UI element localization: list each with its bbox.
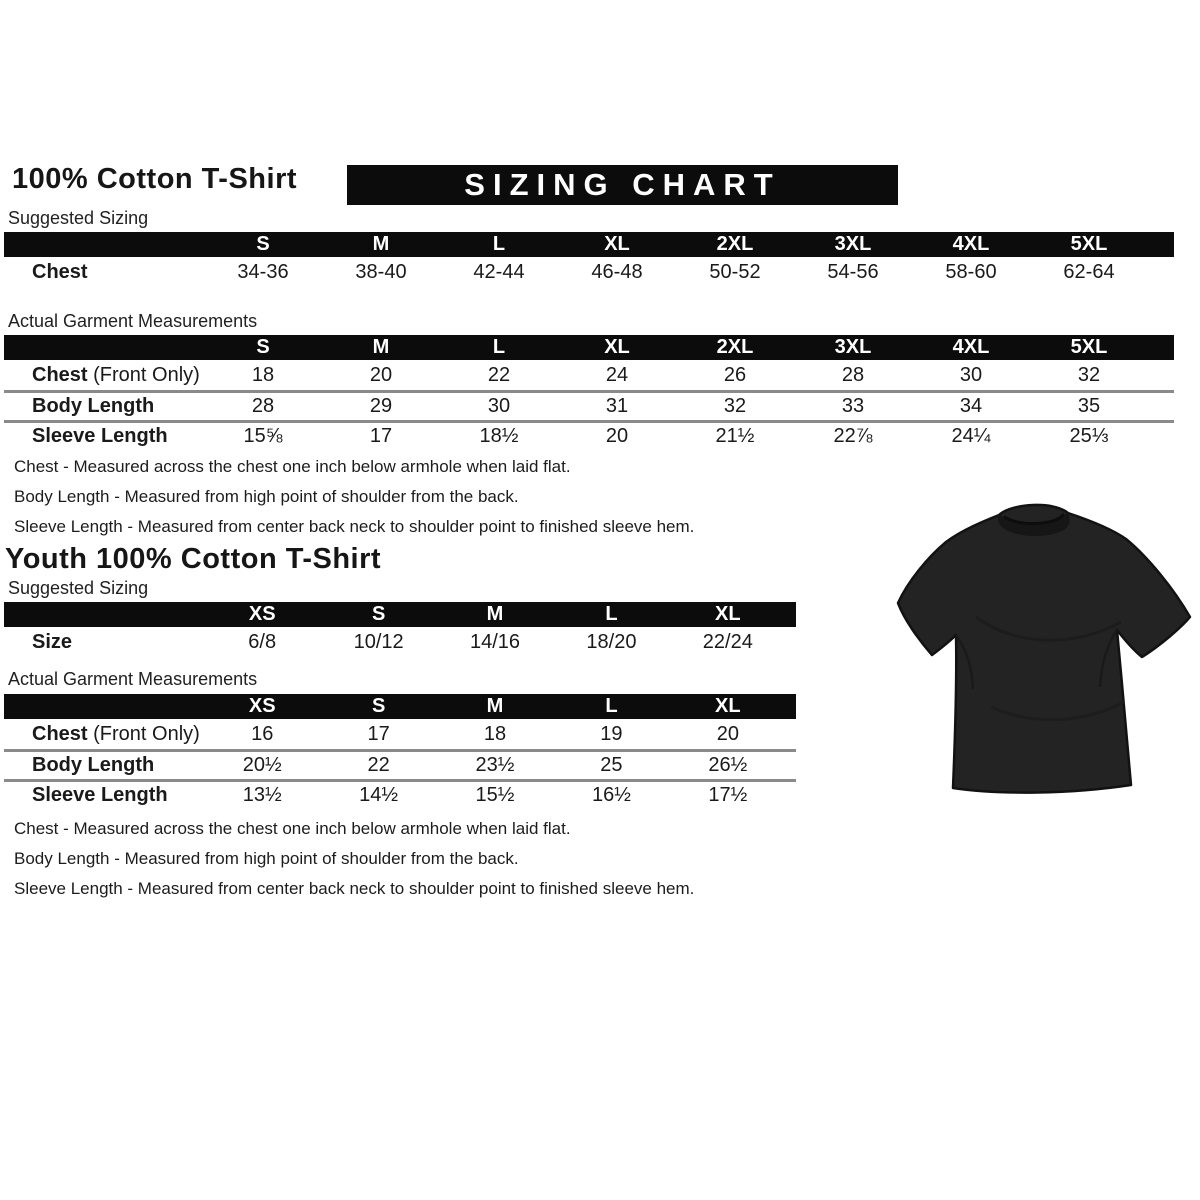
- column-header: 2XL: [716, 336, 754, 358]
- row-label: [4, 261, 204, 284]
- column-header: L: [605, 695, 618, 717]
- column-header: L: [492, 233, 506, 255]
- adult-actual-measurements-table: [4, 335, 1174, 450]
- table-cell: 16: [251, 722, 274, 745]
- table-cell: 19: [600, 722, 623, 745]
- column-header: M: [486, 695, 504, 717]
- table-header-row: [4, 694, 796, 719]
- adult-measurement-notes: [14, 452, 694, 542]
- table-cell: 22: [367, 754, 390, 776]
- note-sleeve-length: Sleeve Length - Measured from center back neck to shoulder point to finished sleeve hem.: [14, 879, 695, 898]
- column-header: S: [371, 603, 386, 625]
- column-header: XL: [604, 233, 630, 255]
- table-cell: 54-56: [827, 260, 879, 283]
- table-cell: 46-48: [591, 260, 643, 283]
- table-cell: 18/20: [586, 630, 637, 653]
- sizing-chart-banner: [347, 165, 898, 205]
- table-cell: 25⅓: [1069, 425, 1109, 447]
- table-cell: 17½: [708, 784, 748, 806]
- youth-actual-measurements-table: [4, 694, 796, 809]
- table-header-row: [4, 602, 796, 627]
- table-row-chest: [4, 257, 1174, 287]
- adult-actual-measurements-label: Actual Garment Measurements: [8, 311, 258, 331]
- adult-suggested-sizing-table: [4, 232, 1174, 287]
- column-header: 3XL: [834, 233, 872, 255]
- table-row-sleeve-length: [4, 779, 796, 809]
- table-cell: 21½: [715, 425, 755, 447]
- table-header-row: [4, 335, 1174, 360]
- table-cell: 16½: [591, 784, 631, 806]
- column-header: M: [486, 603, 504, 625]
- note-sleeve-length: Sleeve Length - Measured from center back neck to shoulder point to finished sleeve hem.: [14, 517, 695, 536]
- table-cell: 6/8: [248, 630, 277, 653]
- table-row-body-length: [4, 390, 1174, 420]
- adult-section-title: 100% Cotton T-Shirt: [12, 163, 298, 195]
- table-cell: 23½: [475, 754, 515, 776]
- column-header: XS: [248, 695, 276, 717]
- row-label-text: Body Length: [32, 754, 155, 776]
- row-label-note: (Front Only): [87, 363, 200, 386]
- column-header: XL: [604, 336, 630, 358]
- table-cell: 15½: [475, 784, 515, 806]
- table-cell: 29: [369, 395, 393, 417]
- column-header: S: [256, 336, 270, 358]
- table-cell: 22⅞: [833, 425, 873, 447]
- table-row-chest-front-only: [4, 360, 1174, 390]
- table-cell: 50-52: [709, 260, 761, 283]
- table-cell: 33: [841, 395, 865, 417]
- row-label-text: Chest: [32, 363, 88, 386]
- note-chest: Chest - Measured across the chest one inch below armhole when laid flat.: [14, 457, 571, 476]
- column-header: M: [372, 336, 390, 358]
- table-row-size: [4, 627, 796, 657]
- table-cell: 34-36: [237, 260, 289, 283]
- table-cell: 22/24: [702, 630, 753, 653]
- column-header: 3XL: [834, 336, 872, 358]
- table-cell: 22: [487, 363, 511, 386]
- table-cell: 25: [600, 754, 623, 776]
- row-label: [4, 425, 204, 448]
- adult-suggested-sizing-label: Suggested Sizing: [8, 208, 149, 228]
- column-header: L: [492, 336, 506, 358]
- table-cell: 34: [959, 395, 983, 417]
- table-cell: 18: [251, 363, 275, 386]
- row-label: [4, 784, 204, 807]
- table-cell: 30: [959, 363, 983, 386]
- column-header: S: [371, 695, 386, 717]
- column-header: 4XL: [952, 233, 990, 255]
- tshirt-product-image: [896, 497, 1194, 797]
- black-tshirt-graphic: [896, 497, 1194, 797]
- table-cell: 10/12: [353, 630, 404, 653]
- table-header-row: [4, 232, 1174, 257]
- row-label-note: (Front Only): [87, 722, 200, 745]
- column-header: 4XL: [952, 336, 990, 358]
- table-row-body-length: [4, 749, 796, 779]
- column-header: 2XL: [716, 233, 754, 255]
- table-cell: 32: [723, 395, 747, 417]
- table-cell: 62-64: [1063, 260, 1115, 283]
- row-label-text: Size: [32, 630, 73, 653]
- table-cell: 13½: [242, 784, 282, 806]
- table-cell: 58-60: [945, 260, 997, 283]
- youth-actual-measurements-label: Actual Garment Measurements: [8, 669, 258, 689]
- table-cell: 35: [1077, 395, 1101, 417]
- table-cell: 42-44: [473, 260, 525, 283]
- table-cell: 31: [605, 395, 629, 417]
- youth-suggested-sizing-label: Suggested Sizing: [8, 578, 149, 598]
- table-cell: 20: [369, 363, 393, 386]
- table-cell: 18½: [479, 425, 519, 447]
- table-cell: 17: [369, 425, 393, 447]
- sizing-chart-banner-label: SIZING CHART: [464, 167, 781, 202]
- column-header: XL: [715, 695, 741, 717]
- table-cell: 14½: [359, 784, 399, 806]
- row-label-text: Chest: [32, 260, 88, 283]
- table-cell: 30: [487, 395, 511, 417]
- table-cell: 26: [723, 363, 747, 386]
- row-label: [4, 754, 204, 777]
- column-header: XL: [715, 603, 741, 625]
- table-cell: 14/16: [469, 630, 521, 653]
- column-header: M: [372, 233, 390, 255]
- column-header: S: [256, 233, 270, 255]
- table-cell: 15⅝: [243, 425, 283, 447]
- table-cell: 32: [1077, 363, 1101, 386]
- column-header: L: [605, 603, 618, 625]
- table-cell: 24: [605, 363, 629, 386]
- note-body-length: Body Length - Measured from high point of shoulder from the back.: [14, 487, 519, 506]
- table-cell: 38-40: [355, 260, 407, 283]
- row-label-text: Sleeve Length: [32, 784, 168, 806]
- youth-suggested-sizing-table: [4, 602, 796, 657]
- row-label-text: Sleeve Length: [32, 425, 168, 447]
- row-label: [4, 364, 204, 387]
- note-chest: Chest - Measured across the chest one inch below armhole when laid flat.: [14, 819, 571, 838]
- column-header: 5XL: [1070, 233, 1108, 255]
- table-cell: 28: [841, 363, 865, 386]
- table-cell: 18: [483, 722, 507, 745]
- table-row-sleeve-length: [4, 420, 1174, 450]
- row-label-text: Body Length: [32, 395, 155, 417]
- row-label: [4, 723, 204, 746]
- row-label: [4, 631, 204, 654]
- row-label: [4, 395, 204, 418]
- row-label-text: Chest: [32, 722, 88, 745]
- youth-section-title: Youth 100% Cotton T-Shirt: [5, 543, 382, 575]
- table-row-chest-front-only: [4, 719, 796, 749]
- table-cell: 20½: [242, 754, 282, 776]
- table-cell: 17: [367, 722, 390, 745]
- column-header: XS: [248, 603, 276, 625]
- table-cell: 28: [251, 395, 275, 417]
- note-body-length: Body Length - Measured from high point of shoulder from the back.: [14, 849, 519, 868]
- table-cell: 26½: [708, 754, 748, 776]
- column-header: 5XL: [1070, 336, 1108, 358]
- table-cell: 20: [605, 425, 629, 447]
- table-cell: 24¼: [951, 425, 991, 447]
- table-cell: 20: [716, 722, 739, 745]
- youth-measurement-notes: [14, 814, 694, 904]
